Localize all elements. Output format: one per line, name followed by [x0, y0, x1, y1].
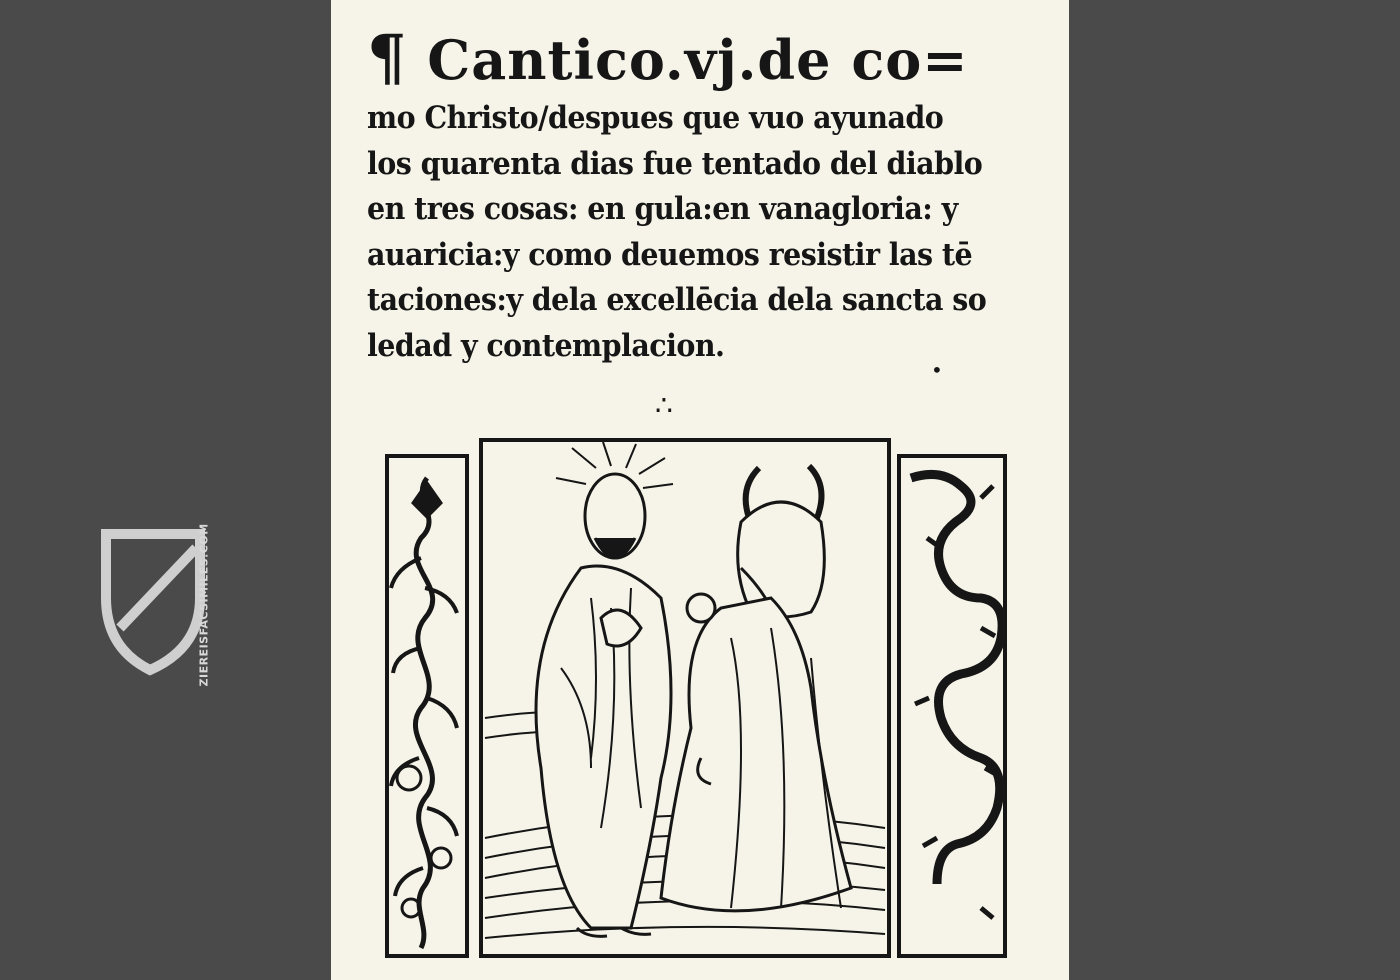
left-floral-border — [387, 456, 467, 956]
heading-title-text: Cantico.vj.de co= — [427, 28, 969, 92]
page-heading — [367, 22, 1057, 369]
heading-line: taciones:y dela excellēcia dela sancta so — [367, 282, 987, 318]
heading-line: en tres cosas: en gula:en vanagloria: y — [367, 191, 958, 227]
ornament-triad: ∴ — [655, 389, 673, 422]
heading-line: ledad y contemplacion. — [367, 327, 725, 364]
ornament-dot: • — [931, 358, 943, 382]
woodcut-illustration — [381, 438, 1011, 958]
facsimile-page — [331, 0, 1069, 980]
watermark-text: ZIEREISFACSIMILES.COM — [197, 523, 211, 687]
pilcrow-initial: ¶ — [367, 22, 408, 94]
heading-title-line — [367, 22, 1057, 96]
heading-line: mo Christo/despues que vuo ayunado — [367, 100, 944, 136]
devil-figure — [661, 466, 851, 911]
right-vine-border — [899, 456, 1005, 956]
heading-line: los quarenta dias fue tentado del diablo — [367, 145, 983, 182]
christ-figure — [536, 442, 673, 936]
heading-line: auaricia:y como deuemos resistir las tē — [367, 236, 973, 273]
watermark-shield-logo — [100, 528, 230, 678]
